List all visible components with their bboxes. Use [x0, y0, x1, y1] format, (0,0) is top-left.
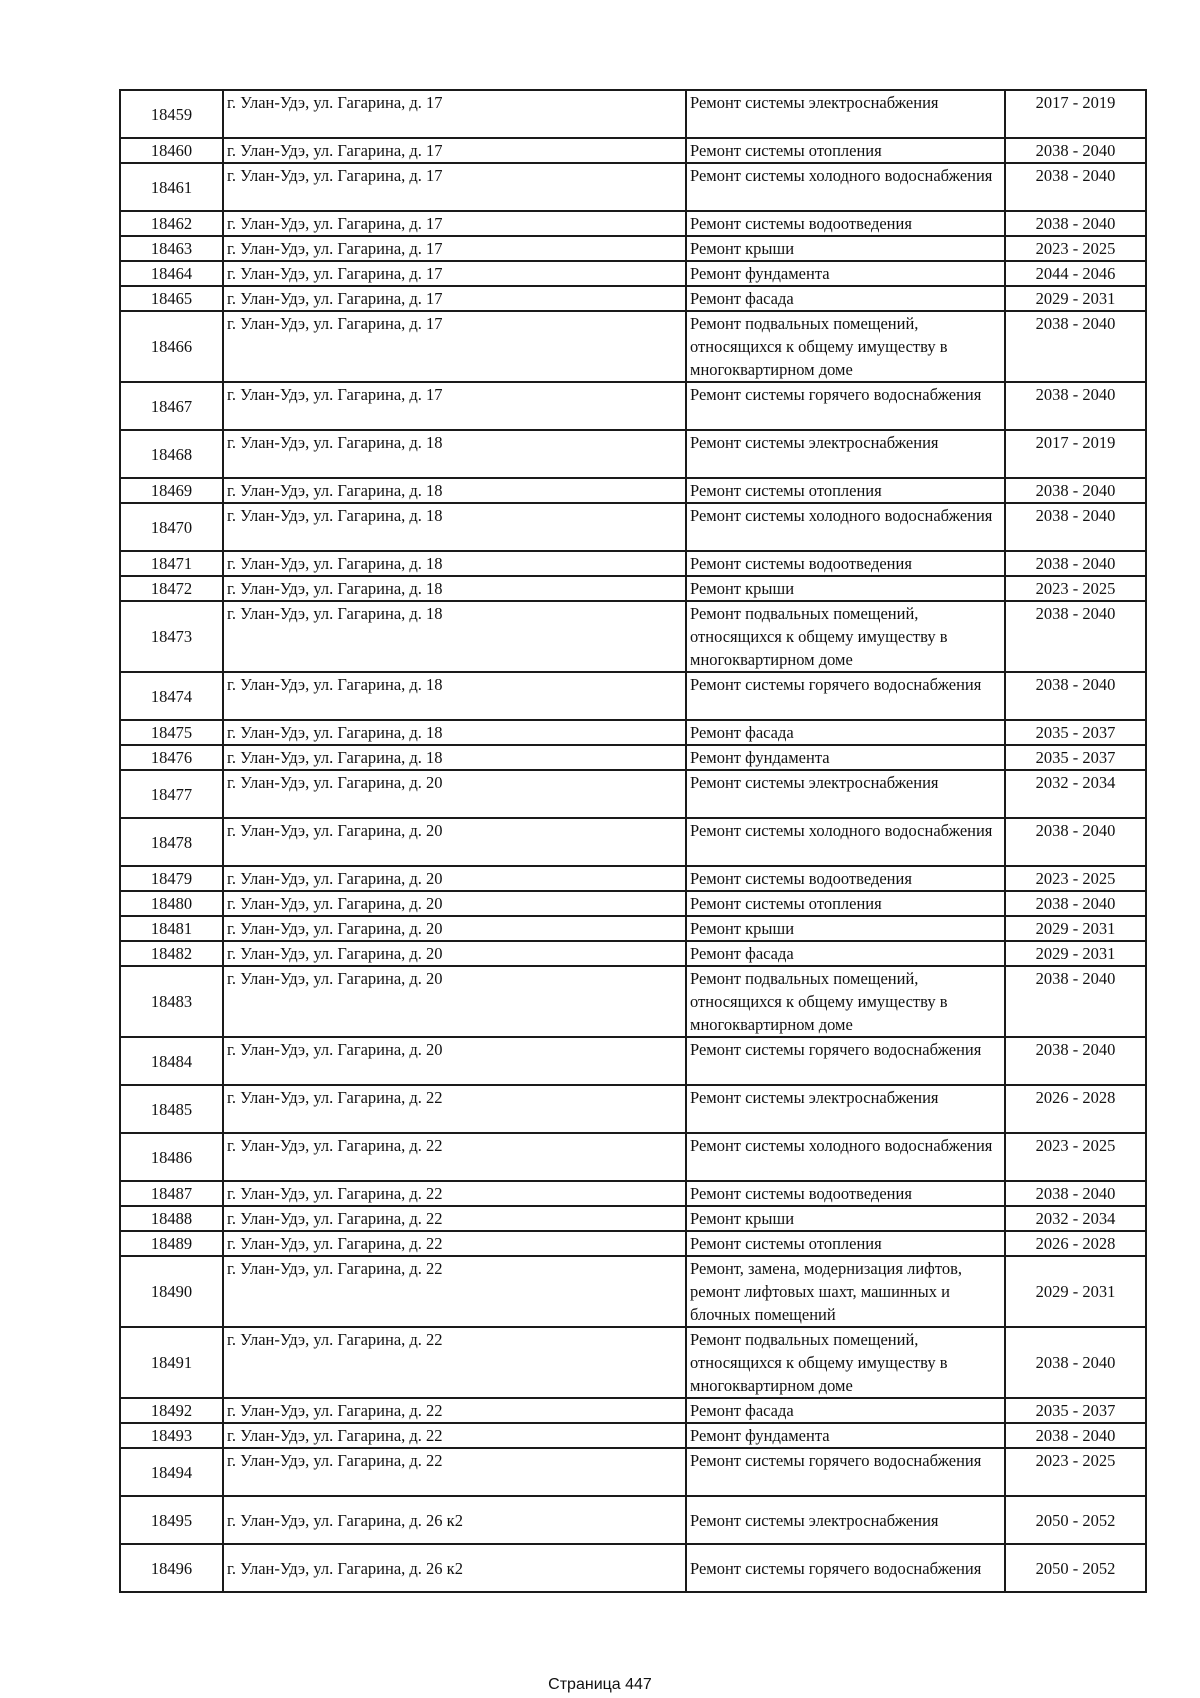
row-address-cell: г. Улан-Удэ, ул. Гагарина, д. 18 — [223, 503, 686, 551]
row-id-cell: 18490 — [120, 1256, 223, 1327]
row-address-cell: г. Улан-Удэ, ул. Гагарина, д. 22 — [223, 1181, 686, 1206]
row-work-cell: Ремонт системы горячего водоснабжения — [686, 1448, 1005, 1496]
row-work-cell: Ремонт системы электроснабжения — [686, 430, 1005, 478]
row-address-cell: г. Улан-Удэ, ул. Гагарина, д. 17 — [223, 163, 686, 211]
row-period-cell: 2038 - 2040 — [1005, 163, 1146, 211]
table-row — [120, 916, 1146, 941]
row-work-cell: Ремонт фасада — [686, 720, 1005, 745]
table-row — [120, 601, 1146, 672]
row-id-cell: 18465 — [120, 286, 223, 311]
row-id-cell: 18473 — [120, 601, 223, 672]
page-number: Страница 447 — [548, 1676, 652, 1693]
row-address-cell: г. Улан-Удэ, ул. Гагарина, д. 17 — [223, 261, 686, 286]
row-address-cell: г. Улан-Удэ, ул. Гагарина, д. 17 — [223, 286, 686, 311]
row-period-cell: 2038 - 2040 — [1005, 1037, 1146, 1085]
row-id-cell: 18468 — [120, 430, 223, 478]
row-work-cell: Ремонт системы горячего водоснабжения — [686, 672, 1005, 720]
row-period-cell: 2032 - 2034 — [1005, 770, 1146, 818]
row-address-cell: г. Улан-Удэ, ул. Гагарина, д. 18 — [223, 672, 686, 720]
row-work-cell: Ремонт системы холодного водоснабжения — [686, 163, 1005, 211]
row-id-cell: 18462 — [120, 211, 223, 236]
table-row — [120, 745, 1146, 770]
row-id-cell: 18481 — [120, 916, 223, 941]
row-work-cell: Ремонт системы отопления — [686, 138, 1005, 163]
row-address-cell: г. Улан-Удэ, ул. Гагарина, д. 20 — [223, 866, 686, 891]
row-work-cell: Ремонт фундамента — [686, 1423, 1005, 1448]
row-period-cell: 2038 - 2040 — [1005, 503, 1146, 551]
table-row — [120, 866, 1146, 891]
row-period-cell: 2029 - 2031 — [1005, 916, 1146, 941]
row-work-cell: Ремонт системы электроснабжения — [686, 1496, 1005, 1544]
row-id-cell: 18480 — [120, 891, 223, 916]
table-row — [120, 1398, 1146, 1423]
table-row — [120, 551, 1146, 576]
table-row — [120, 1133, 1146, 1181]
row-period-cell: 2038 - 2040 — [1005, 1327, 1146, 1398]
row-period-cell: 2035 - 2037 — [1005, 720, 1146, 745]
row-address-cell: г. Улан-Удэ, ул. Гагарина, д. 22 — [223, 1231, 686, 1256]
row-id-cell: 18496 — [120, 1544, 223, 1592]
table-row — [120, 770, 1146, 818]
row-work-cell: Ремонт системы горячего водоснабжения — [686, 382, 1005, 430]
row-period-cell: 2038 - 2040 — [1005, 138, 1146, 163]
row-address-cell: г. Улан-Удэ, ул. Гагарина, д. 20 — [223, 941, 686, 966]
table-row — [120, 1327, 1146, 1398]
row-address-cell: г. Улан-Удэ, ул. Гагарина, д. 20 — [223, 916, 686, 941]
row-id-cell: 18464 — [120, 261, 223, 286]
table-row — [120, 1448, 1146, 1496]
row-work-cell: Ремонт подвальных помещений, относящихся к общему имуществу в многоквартирном доме — [686, 966, 1005, 1037]
row-period-cell: 2050 - 2052 — [1005, 1496, 1146, 1544]
row-work-cell: Ремонт, замена, модернизация лифтов, ремонт лифтовых шахт, машинных и блочных помещений — [686, 1256, 1005, 1327]
row-work-cell: Ремонт системы холодного водоснабжения — [686, 1133, 1005, 1181]
table-row — [120, 478, 1146, 503]
row-work-cell: Ремонт крыши — [686, 236, 1005, 261]
row-id-cell: 18487 — [120, 1181, 223, 1206]
row-id-cell: 18463 — [120, 236, 223, 261]
row-period-cell: 2029 - 2031 — [1005, 286, 1146, 311]
row-work-cell: Ремонт крыши — [686, 1206, 1005, 1231]
table-row — [120, 576, 1146, 601]
table-row — [120, 818, 1146, 866]
row-id-cell: 18491 — [120, 1327, 223, 1398]
table-row — [120, 966, 1146, 1037]
row-id-cell: 18460 — [120, 138, 223, 163]
row-work-cell: Ремонт крыши — [686, 916, 1005, 941]
table-row — [120, 891, 1146, 916]
row-period-cell: 2026 - 2028 — [1005, 1231, 1146, 1256]
row-id-cell: 18489 — [120, 1231, 223, 1256]
row-period-cell: 2032 - 2034 — [1005, 1206, 1146, 1231]
row-address-cell: г. Улан-Удэ, ул. Гагарина, д. 20 — [223, 966, 686, 1037]
row-id-cell: 18486 — [120, 1133, 223, 1181]
row-period-cell: 2023 - 2025 — [1005, 1133, 1146, 1181]
table-row — [120, 720, 1146, 745]
row-period-cell: 2038 - 2040 — [1005, 601, 1146, 672]
row-work-cell: Ремонт фундамента — [686, 261, 1005, 286]
table-row — [120, 941, 1146, 966]
row-work-cell: Ремонт системы электроснабжения — [686, 770, 1005, 818]
table-row — [120, 211, 1146, 236]
row-address-cell: г. Улан-Удэ, ул. Гагарина, д. 20 — [223, 818, 686, 866]
row-address-cell: г. Улан-Удэ, ул. Гагарина, д. 22 — [223, 1327, 686, 1398]
row-period-cell: 2038 - 2040 — [1005, 311, 1146, 382]
row-id-cell: 18471 — [120, 551, 223, 576]
table-row — [120, 1206, 1146, 1231]
row-period-cell: 2038 - 2040 — [1005, 382, 1146, 430]
table-row — [120, 236, 1146, 261]
row-period-cell: 2050 - 2052 — [1005, 1544, 1146, 1592]
row-address-cell: г. Улан-Удэ, ул. Гагарина, д. 20 — [223, 1037, 686, 1085]
row-work-cell: Ремонт подвальных помещений, относящихся к общему имуществу в многоквартирном доме — [686, 311, 1005, 382]
row-id-cell: 18470 — [120, 503, 223, 551]
row-address-cell: г. Улан-Удэ, ул. Гагарина, д. 17 — [223, 236, 686, 261]
row-period-cell: 2023 - 2025 — [1005, 576, 1146, 601]
row-work-cell: Ремонт системы отопления — [686, 1231, 1005, 1256]
table-row — [120, 1544, 1146, 1592]
row-work-cell: Ремонт системы горячего водоснабжения — [686, 1037, 1005, 1085]
row-period-cell: 2038 - 2040 — [1005, 672, 1146, 720]
table-row — [120, 503, 1146, 551]
row-address-cell: г. Улан-Удэ, ул. Гагарина, д. 22 — [223, 1085, 686, 1133]
row-work-cell: Ремонт системы водоотведения — [686, 211, 1005, 236]
row-work-cell: Ремонт системы водоотведения — [686, 551, 1005, 576]
row-address-cell: г. Улан-Удэ, ул. Гагарина, д. 20 — [223, 891, 686, 916]
row-id-cell: 18488 — [120, 1206, 223, 1231]
row-work-cell: Ремонт подвальных помещений, относящихся к общему имуществу в многоквартирном доме — [686, 1327, 1005, 1398]
row-work-cell: Ремонт системы отопления — [686, 891, 1005, 916]
row-work-cell: Ремонт крыши — [686, 576, 1005, 601]
table-row — [120, 1256, 1146, 1327]
row-id-cell: 18472 — [120, 576, 223, 601]
row-work-cell: Ремонт подвальных помещений, относящихся к общему имуществу в многоквартирном доме — [686, 601, 1005, 672]
table-row — [120, 163, 1146, 211]
row-work-cell: Ремонт системы холодного водоснабжения — [686, 818, 1005, 866]
row-address-cell: г. Улан-Удэ, ул. Гагарина, д. 22 — [223, 1423, 686, 1448]
row-address-cell: г. Улан-Удэ, ул. Гагарина, д. 18 — [223, 478, 686, 503]
table-row — [120, 672, 1146, 720]
row-period-cell: 2038 - 2040 — [1005, 211, 1146, 236]
row-id-cell: 18459 — [120, 90, 223, 138]
row-address-cell: г. Улан-Удэ, ул. Гагарина, д. 18 — [223, 576, 686, 601]
row-address-cell: г. Улан-Удэ, ул. Гагарина, д. 18 — [223, 551, 686, 576]
table-row — [120, 382, 1146, 430]
row-period-cell: 2026 - 2028 — [1005, 1085, 1146, 1133]
row-work-cell: Ремонт системы горячего водоснабжения — [686, 1544, 1005, 1592]
row-work-cell: Ремонт фасада — [686, 286, 1005, 311]
table-row — [120, 1085, 1146, 1133]
table-row — [120, 261, 1146, 286]
row-period-cell: 2038 - 2040 — [1005, 478, 1146, 503]
row-id-cell: 18467 — [120, 382, 223, 430]
row-period-cell: 2044 - 2046 — [1005, 261, 1146, 286]
row-id-cell: 18474 — [120, 672, 223, 720]
row-period-cell: 2038 - 2040 — [1005, 818, 1146, 866]
works-table — [119, 89, 1147, 1593]
row-address-cell: г. Улан-Удэ, ул. Гагарина, д. 18 — [223, 745, 686, 770]
row-address-cell: г. Улан-Удэ, ул. Гагарина, д. 17 — [223, 138, 686, 163]
row-address-cell: г. Улан-Удэ, ул. Гагарина, д. 22 — [223, 1206, 686, 1231]
row-period-cell: 2038 - 2040 — [1005, 966, 1146, 1037]
row-address-cell: г. Улан-Удэ, ул. Гагарина, д. 20 — [223, 770, 686, 818]
table-row — [120, 286, 1146, 311]
row-id-cell: 18475 — [120, 720, 223, 745]
row-id-cell: 18466 — [120, 311, 223, 382]
row-period-cell: 2023 - 2025 — [1005, 866, 1146, 891]
table-row — [120, 1037, 1146, 1085]
row-address-cell: г. Улан-Удэ, ул. Гагарина, д. 22 — [223, 1448, 686, 1496]
row-address-cell: г. Улан-Удэ, ул. Гагарина, д. 22 — [223, 1398, 686, 1423]
row-id-cell: 18483 — [120, 966, 223, 1037]
row-period-cell: 2017 - 2019 — [1005, 430, 1146, 478]
row-period-cell: 2038 - 2040 — [1005, 1423, 1146, 1448]
row-address-cell: г. Улан-Удэ, ул. Гагарина, д. 26 к2 — [223, 1544, 686, 1592]
row-work-cell: Ремонт системы электроснабжения — [686, 90, 1005, 138]
row-id-cell: 18469 — [120, 478, 223, 503]
table-row — [120, 311, 1146, 382]
row-id-cell: 18494 — [120, 1448, 223, 1496]
row-address-cell: г. Улан-Удэ, ул. Гагарина, д. 17 — [223, 90, 686, 138]
works-table-body — [120, 90, 1146, 1592]
row-id-cell: 18484 — [120, 1037, 223, 1085]
row-id-cell: 18482 — [120, 941, 223, 966]
row-period-cell: 2029 - 2031 — [1005, 941, 1146, 966]
row-address-cell: г. Улан-Удэ, ул. Гагарина, д. 17 — [223, 382, 686, 430]
row-id-cell: 18485 — [120, 1085, 223, 1133]
row-address-cell: г. Улан-Удэ, ул. Гагарина, д. 18 — [223, 601, 686, 672]
row-id-cell: 18479 — [120, 866, 223, 891]
row-work-cell: Ремонт системы водоотведения — [686, 866, 1005, 891]
row-address-cell: г. Улан-Удэ, ул. Гагарина, д. 18 — [223, 720, 686, 745]
table-row — [120, 430, 1146, 478]
row-work-cell: Ремонт фасада — [686, 941, 1005, 966]
row-period-cell: 2038 - 2040 — [1005, 891, 1146, 916]
table-row — [120, 138, 1146, 163]
row-period-cell: 2017 - 2019 — [1005, 90, 1146, 138]
row-period-cell: 2038 - 2040 — [1005, 551, 1146, 576]
table-row — [120, 1496, 1146, 1544]
row-id-cell: 18493 — [120, 1423, 223, 1448]
table-row — [120, 90, 1146, 138]
row-work-cell: Ремонт системы холодного водоснабжения — [686, 503, 1005, 551]
row-period-cell: 2023 - 2025 — [1005, 236, 1146, 261]
row-address-cell: г. Улан-Удэ, ул. Гагарина, д. 22 — [223, 1133, 686, 1181]
row-work-cell: Ремонт системы электроснабжения — [686, 1085, 1005, 1133]
row-id-cell: 18477 — [120, 770, 223, 818]
row-id-cell: 18492 — [120, 1398, 223, 1423]
row-id-cell: 18476 — [120, 745, 223, 770]
row-period-cell: 2029 - 2031 — [1005, 1256, 1146, 1327]
row-address-cell: г. Улан-Удэ, ул. Гагарина, д. 17 — [223, 311, 686, 382]
row-period-cell: 2035 - 2037 — [1005, 1398, 1146, 1423]
table-row — [120, 1423, 1146, 1448]
row-period-cell: 2035 - 2037 — [1005, 745, 1146, 770]
table-row — [120, 1231, 1146, 1256]
row-id-cell: 18495 — [120, 1496, 223, 1544]
row-address-cell: г. Улан-Удэ, ул. Гагарина, д. 17 — [223, 211, 686, 236]
row-work-cell: Ремонт системы отопления — [686, 478, 1005, 503]
row-address-cell: г. Улан-Удэ, ул. Гагарина, д. 26 к2 — [223, 1496, 686, 1544]
row-work-cell: Ремонт системы водоотведения — [686, 1181, 1005, 1206]
row-address-cell: г. Улан-Удэ, ул. Гагарина, д. 18 — [223, 430, 686, 478]
row-work-cell: Ремонт фундамента — [686, 745, 1005, 770]
row-period-cell: 2023 - 2025 — [1005, 1448, 1146, 1496]
row-id-cell: 18461 — [120, 163, 223, 211]
row-period-cell: 2038 - 2040 — [1005, 1181, 1146, 1206]
table-row — [120, 1181, 1146, 1206]
row-work-cell: Ремонт фасада — [686, 1398, 1005, 1423]
row-address-cell: г. Улан-Удэ, ул. Гагарина, д. 22 — [223, 1256, 686, 1327]
row-id-cell: 18478 — [120, 818, 223, 866]
